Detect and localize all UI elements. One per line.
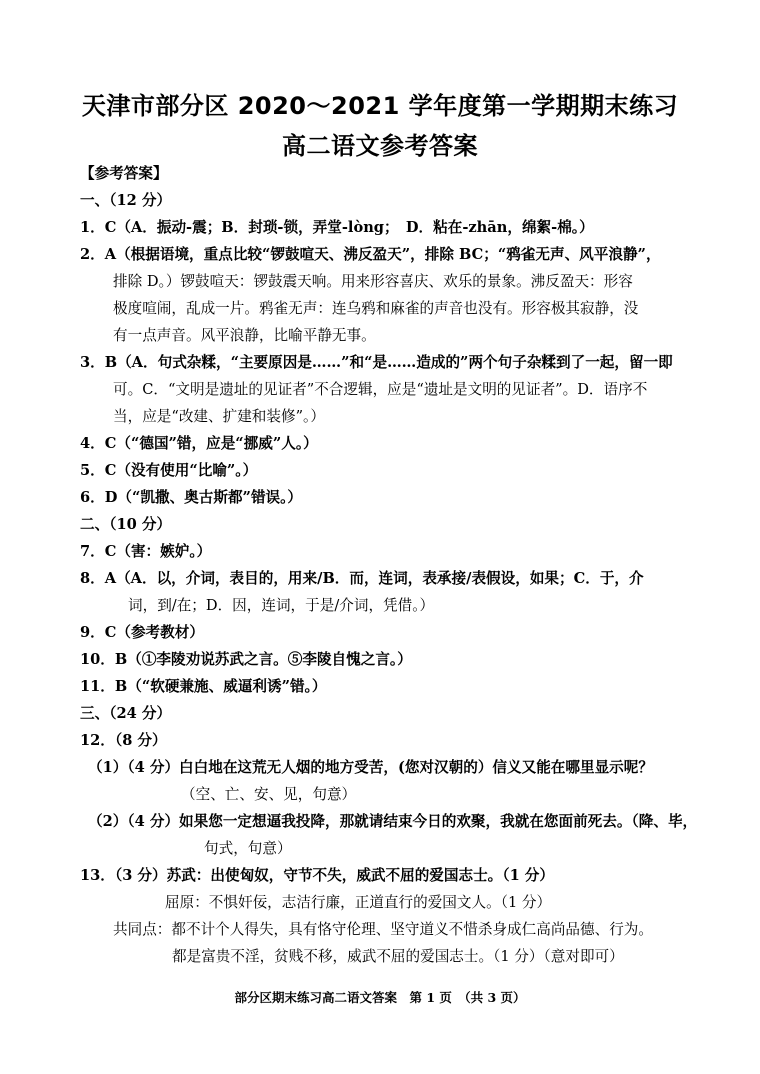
answer-q7: 7．C（害：嫉妒。） <box>80 543 212 560</box>
answer-q2-continued: 极度喧闹，乱成一片。鸦雀无声：连乌鸦和麻雀的声音也没有。形容极其寂静，没 <box>113 300 639 317</box>
answer-q2: 2．A（根据语境，重点比较“锣鼓喧天、沸反盈天”，排除 BC；“鸦雀无声、风平浪静”， <box>80 246 661 263</box>
answer-q10: 10．B（①李陵劝说苏武之言。⑤李陵自愧之言。） <box>80 651 412 668</box>
answer-q12-part-1: （1）（4 分）白白地在这荒无人烟的地方受苦，(您对汉朝的）信义又能在哪里显示呢？ <box>88 759 653 776</box>
answer-q8: 8．A（A．以，介词，表目的，用来/B．而，连词，表承接/表假设，如果；C．于，介 <box>80 570 644 587</box>
answer-q13: 13．（3 分）苏武：出使匈奴，守节不失，威武不屈的爱国志士。（1 分） <box>80 867 554 884</box>
section-heading-part-2: 二、（10 分） <box>80 516 172 533</box>
section-heading-part-1: 一、（12 分） <box>80 192 172 209</box>
answer-q12-part-2-points: 句式，句意） <box>204 840 292 857</box>
document-title: 天津市部分区 2020～2021 学年度第一学期期末练习 <box>81 92 679 120</box>
answer-q4: 4．C（“德国”错，应是“挪威”人。） <box>80 435 318 452</box>
answer-q3-continued: 可。C．“文明是遗址的见证者”不合逻辑，应是“遗址是文明的见证者”。D．语序不 <box>113 381 648 398</box>
answer-q8-continued: 词，到/在；D．因，连词，于是/介词，凭借。） <box>128 597 435 614</box>
answer-q1: 1．C（A．振动-震；B．封琐-锁，弄堂-lòng； D．粘在-zhān，绵絮-棉。） <box>80 219 594 236</box>
answer-q12-part-2: （2）（4 分）如果您一定想逼我投降，那就请结束今日的欢聚，我就在您面前死去。（降、毕， <box>88 813 698 830</box>
answer-q12-part-1-points: （空、亡、安、见，句意） <box>181 786 357 803</box>
answer-q2-continued: 排除 D。）锣鼓喧天：锣鼓震天响。用来形容喜庆、欢乐的景象。沸反盈天：形容 <box>113 273 633 290</box>
answer-q11: 11．B（“软硬兼施、威逼利诱”错。） <box>80 678 327 695</box>
answer-q12: 12．（8 分） <box>80 732 167 749</box>
answer-q13-common-points-continued: 都是富贵不淫，贫贱不移，威武不屈的爱国志士。（1 分）（意对即可） <box>172 948 624 965</box>
section-label-reference-answer: 【参考答案】 <box>80 165 168 182</box>
page-footer: 部分区期末练习高二语文答案 第 1 页 （共 3 页） <box>234 990 526 1005</box>
answer-q6: 6．D（“凯撒、奥古斯都”错误。） <box>80 489 303 506</box>
answer-q3-continued: 当，应是“改建、扩建和装修”。） <box>113 408 325 425</box>
document-subtitle: 高二语文参考答案 <box>282 132 478 160</box>
answer-q9: 9．C（参考教材） <box>80 624 204 641</box>
answer-q13-common-points: 共同点：都不计个人得失，具有恪守伦理、坚守道义不惜杀身成仁高尚品德、行为。 <box>113 921 653 938</box>
answer-q5: 5．C（没有使用“比喻”。） <box>80 462 258 479</box>
answer-q13-continued: 屈原：不惧奸佞，志洁行廉，正道直行的爱国文人。（1 分） <box>165 894 552 911</box>
section-heading-part-3: 三、（24 分） <box>80 705 172 722</box>
answer-q2-continued: 有一点声音。风平浪静，比喻平静无事。 <box>113 327 376 344</box>
answer-q3: 3．B（A．句式杂糅，“主要原因是……”和“是……造成的”两个句子杂糅到了一起，留一即 <box>80 354 673 371</box>
